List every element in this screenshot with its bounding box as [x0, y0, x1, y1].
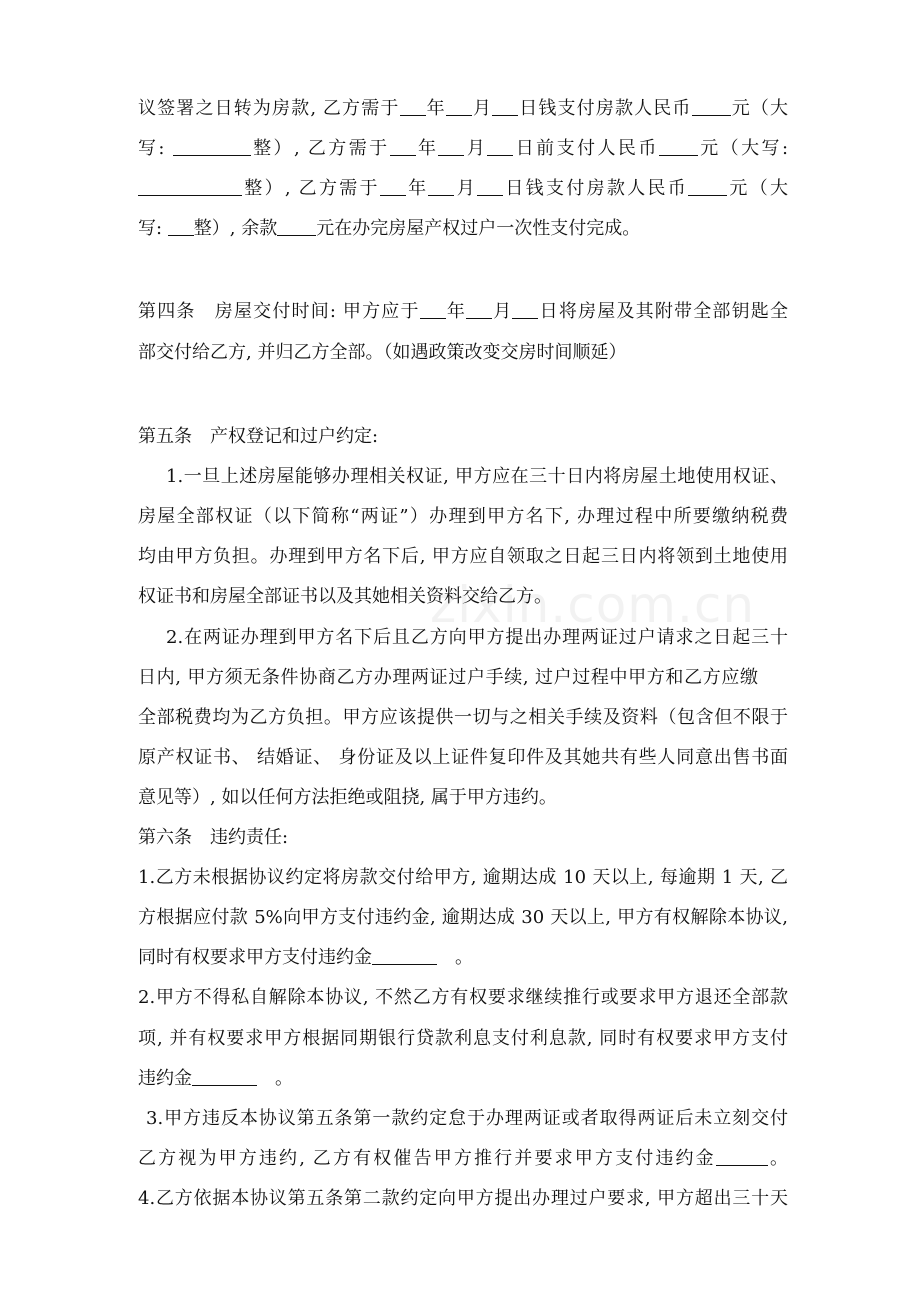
text-line — [138, 425, 788, 449]
text-line — [138, 666, 758, 690]
fill-in-blank — [428, 179, 454, 196]
text-segment: 。 — [767, 1148, 788, 1169]
text-line — [138, 545, 788, 569]
fill-in-blank — [466, 302, 492, 319]
fill-in-blank — [477, 179, 503, 196]
text-segment: 项, 并有权要求甲方根据同期银行贷款利息支付利息款, 同时有权要求甲方支付 — [138, 1028, 788, 1049]
text-segment: 月 — [464, 138, 488, 159]
text-line — [138, 826, 788, 850]
text-segment: 部交付给乙方, 并归乙方全部。（如遇政策改变交房时间顺延） — [138, 342, 627, 363]
text-segment: 元（大写: — [697, 138, 789, 159]
fill-in-blank — [716, 1149, 768, 1166]
text-line — [138, 906, 788, 930]
text-segment: 写: — [138, 138, 173, 159]
text-line — [138, 1027, 788, 1051]
text-segment: 同时有权要求甲方支付违约金 — [138, 947, 372, 968]
fill-in-blank — [192, 1069, 257, 1086]
fill-in-blank — [400, 99, 426, 116]
text-line — [138, 137, 788, 161]
text-segment: 房屋全部权证（以下简称“两证”）办理到甲方名下, 办理过程中所要缴纳税费 — [138, 506, 788, 527]
text-segment: 年 — [425, 98, 446, 119]
text-segment: 整）, 乙方需于 — [242, 178, 380, 199]
text-line — [138, 97, 788, 121]
text-segment: 权证书和房屋全部证书以及其她相关资料交给乙方。 — [138, 586, 552, 607]
text-segment: 第五条 产权登记和过户约定: — [138, 426, 379, 447]
fill-in-blank — [390, 139, 416, 156]
fill-in-blank — [438, 139, 464, 156]
text-segment: 1.乙方未根据协议约定将房款交付给甲方, 逾期达成 10 天以上, 每逾期 1 天, 乙 — [138, 867, 788, 888]
text-segment: 均由甲方负担。办理到甲方名下后, 甲方应自领取之日起三日内将领到土地使用 — [138, 546, 788, 567]
text-line — [138, 1187, 788, 1211]
text-segment: 。 — [437, 947, 473, 968]
fill-in-blank — [688, 179, 727, 196]
text-segment: 整）, 余款 — [193, 218, 278, 239]
text-segment: 意见等）, 如以任何方法拒绝或阻挠, 属于甲方违约。 — [138, 787, 557, 808]
text-segment: 4.乙方依据本协议第五条第二款约定向甲方提出办理过户要求, 甲方超出三十天 — [138, 1188, 788, 1209]
text-line — [138, 946, 788, 970]
text-segment: 日前支付人民币 — [513, 138, 659, 159]
fill-in-blank — [487, 139, 513, 156]
text-segment: 日内, 甲方须无条件协商乙方办理两证过户手续, 过户过程中甲方和乙方应缴 — [138, 667, 758, 688]
fill-in-blank — [659, 139, 698, 156]
text-segment: 2.甲方不得私自解除本协议, 不然乙方有权要求继续推行或要求甲方退还全部款 — [138, 987, 788, 1008]
text-line — [138, 177, 788, 201]
text-segment: 。 — [257, 1068, 293, 1089]
text-segment: 元在办完房屋产权过户一次性支付完成。 — [316, 218, 641, 239]
text-segment: 年 — [405, 178, 429, 199]
text-line — [138, 341, 788, 365]
text-line — [138, 986, 788, 1010]
text-segment: 日将房屋及其附带全部钥匙全 — [538, 301, 789, 322]
fill-in-blank — [446, 99, 472, 116]
text-segment: 乙方视为甲方违约, 乙方有权催告甲方推行并要求甲方支付违约金 — [138, 1148, 716, 1169]
text-segment: 年 — [415, 138, 439, 159]
text-line — [138, 505, 788, 529]
text-segment: 2.在两证办理到甲方名下后且乙方向甲方提出办理两证过户请求之日起三十 — [166, 627, 788, 648]
text-segment: 月 — [492, 301, 513, 322]
text-segment: 3.甲方违反本协议第五条第一款约定怠于办理两证或者取得两证后未立刻交付 — [146, 1108, 788, 1129]
text-line — [138, 786, 788, 810]
text-segment: 1.一旦上述房屋能够办理相关权证, 甲方应在三十日内将房屋土地使用权证、 — [166, 466, 788, 487]
fill-in-blank — [492, 99, 518, 116]
fill-in-blank — [372, 948, 437, 965]
text-line — [138, 217, 788, 241]
text-line — [138, 585, 788, 609]
fill-in-blank — [380, 179, 406, 196]
fill-in-blank — [138, 179, 242, 196]
text-segment: 月 — [471, 98, 493, 119]
watermark: zixin.com.cn — [430, 576, 756, 634]
text-segment: 第四条 房屋交付时间: 甲方应于 — [138, 301, 420, 322]
text-line — [138, 300, 788, 324]
text-line — [138, 1067, 788, 1091]
text-segment: 月 — [454, 178, 478, 199]
text-segment: 元（大 — [727, 178, 789, 199]
text-segment: 写: — [138, 218, 168, 239]
fill-in-blank — [420, 302, 446, 319]
text-line — [138, 1147, 788, 1171]
text-segment: 方根据应付款 5%向甲方支付违约金, 逾期达成 30 天以上, 甲方有权解除本协议, — [138, 907, 788, 928]
fill-in-blank — [512, 302, 538, 319]
text-segment: 全部税费均为乙方负担。甲方应该提供一切与之相关手续及资料（包含但不限于 — [138, 707, 788, 728]
text-line — [138, 866, 788, 890]
text-segment: 议签署之日转为房款, 乙方需于 — [138, 98, 400, 119]
text-line — [138, 746, 788, 770]
text-segment: 原产权证书、 结婚证、 身份证及以上证件复印件及其她共有些人同意出售书面 — [138, 747, 788, 768]
text-segment: 日钱支付房款人民币 — [518, 98, 692, 119]
text-segment: 违约金 — [138, 1068, 192, 1089]
fill-in-blank — [692, 99, 731, 116]
text-segment: 日钱支付房款人民币 — [503, 178, 689, 199]
fill-in-blank — [277, 219, 316, 236]
text-line — [166, 626, 788, 650]
text-segment: 整）, 乙方需于 — [250, 138, 390, 159]
text-line — [146, 1107, 788, 1131]
fill-in-blank — [173, 139, 251, 156]
text-segment: 第六条 违约责任: — [138, 827, 289, 848]
text-line — [138, 706, 788, 730]
text-segment: 元（大 — [730, 98, 789, 119]
text-segment: 年 — [445, 301, 467, 322]
fill-in-blank — [168, 219, 194, 236]
text-line — [166, 465, 788, 489]
